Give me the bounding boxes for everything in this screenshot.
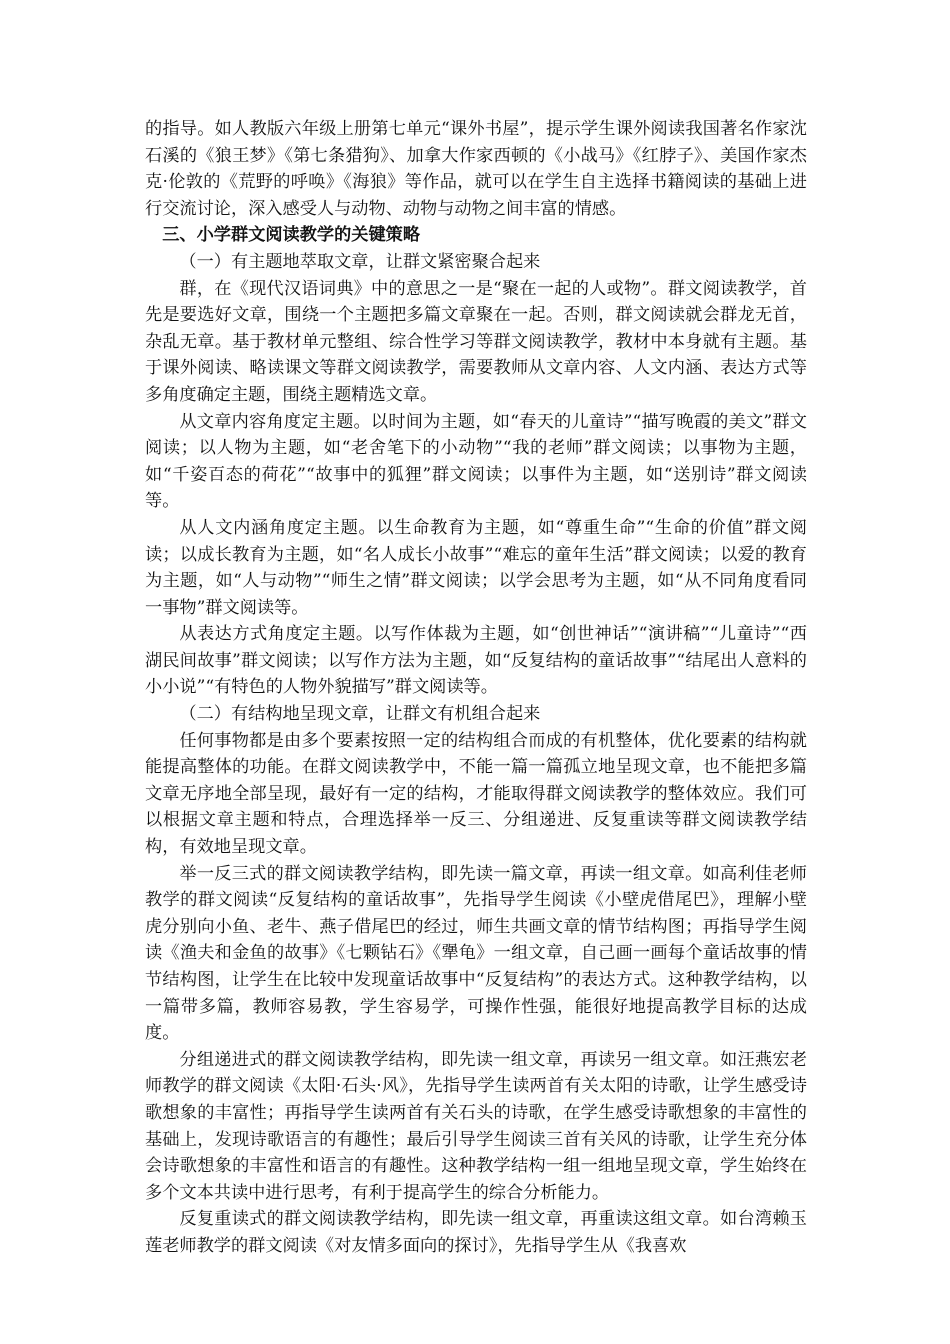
- paragraph-grouped-progressive: 分组递进式的群文阅读教学结构，即先读一组文章，再读另一组文章。如汪燕宏老师教学的群文阅读《太阳·石头·风》，先指导学生读两首有关太阳的诗歌，让学生感受诗歌想象的丰富性；再指导学生读两首有关石头的诗歌，在学生感受诗歌想象的丰富性的基础上，发现诗歌语言的有趣性；最后引导学生阅读三首有关风的诗歌，让学生充分体会诗歌想象的丰富性和语言的有趣性。这种教学结构一组一组地呈现文章，学生始终在多个文本共读中进行思考，有利于提高学生的综合分析能力。: [145, 1049, 807, 1203]
- section-heading: 三、小学群文阅读教学的关键策略: [162, 225, 421, 246]
- paragraph-structure: 任何事物都是由多个要素按照一定的结构组合而成的有机整体，优化要素的结构就能提高整体的功能。在群文阅读教学中，不能一篇一篇孤立地呈现文章，也不能把多篇文章无序地全部呈现，最好有一定的结构，才能取得群文阅读教学的整体效应。我们可以根据文章主题和特点，合理选择举一反三、分组递进、反复重读等群文阅读教学结构，有效地呈现文章。: [145, 730, 807, 858]
- paragraph-continuation: 的指导。如人教版六年级上册第七单元“课外书屋”，提示学生课外阅读我国著名作家沈石溪的《狼王梦》《第七条猎狗》、加拿大作家西顿的《小战马》《红脖子》、美国作家杰克·伦敦的《荒野的呼唤》《海狼》等作品，就可以在学生自主选择书籍阅读的基础上进行交流讨论，深入感受人与动物、动物与动物之间丰富的情感。: [145, 119, 807, 219]
- paragraph-humanistic-theme: 从人文内涵角度定主题。以生命教育为主题，如“尊重生命”“生命的价值”群文阅读；以成长教育为主题，如“名人成长小故事”“难忘的童年生活”群文阅读；以爱的教育为主题，如“人与动物”“师生之情”群文阅读；以学会思考为主题，如“从不同角度看同一事物”群文阅读等。: [145, 517, 807, 618]
- paragraph-content-theme: 从文章内容角度定主题。以时间为主题，如“春天的儿童诗”“描写晚霞的美文”群文阅读；以人物为主题，如“老舍笔下的小动物”“我的老师”群文阅读；以事物为主题，如“千姿百态的荷花”“故事中的狐狸”群文阅读；以事件为主题，如“送别诗”群文阅读等。: [145, 411, 807, 512]
- document-page: [145, 116, 807, 1260]
- subsection-heading-1: （一）有主题地萃取文章，让群文紧密聚合起来: [179, 251, 541, 272]
- paragraph-expression-theme: 从表达方式角度定主题。以写作体裁为主题，如“创世神话”“演讲稿”“儿童诗”“西湖民间故事”群文阅读；以写作方法为主题，如“反复结构的童话故事”“结尾出人意料的小小说”“有特色的人物外貌描写”群文阅读等。: [145, 624, 807, 698]
- subsection-heading-2: （二）有结构地呈现文章，让群文有机组合起来: [179, 704, 541, 725]
- paragraph-repeated-reading: 反复重读式的群文阅读教学结构，即先读一组文章，再重读这组文章。如台湾赖玉莲老师教学的群文阅读《对友情多面向的探讨》，先指导学生从《我喜欢: [145, 1209, 807, 1256]
- paragraph-one-to-many: 举一反三式的群文阅读教学结构，即先读一篇文章，再读一组文章。如高利佳老师教学的群文阅读“反复结构的童话故事”，先指导学生阅读《小壁虎借尾巴》，理解小壁虎分别向小鱼、老牛、燕子借尾巴的经过，师生共画文章的情节结构图；再指导学生阅读《渔夫和金鱼的故事》《七颗钻石》《犟龟》一组文章，自己画一画每个童话故事的情节结构图，让学生在比较中发现童话故事中“反复结构”的表达方式。这种教学结构，以一篇带多篇，教师容易教，学生容易学，可操作性强，能很好地提高教学目标的达成度。: [145, 863, 807, 1044]
- paragraph-group-definition: 群，在《现代汉语词典》中的意思之一是“聚在一起的人或物”。群文阅读教学，首先是要选好文章，围绕一个主题把多篇文章聚在一起。否则，群文阅读就会群龙无首，杂乱无章。基于教材单元整组、综合性学习等群文阅读教学，教材中本身就有主题。基于课外阅读、略读课文等群文阅读教学，需要教师从文章内容、人文内涵、表达方式等多角度确定主题，围绕主题精选文章。: [145, 278, 807, 405]
